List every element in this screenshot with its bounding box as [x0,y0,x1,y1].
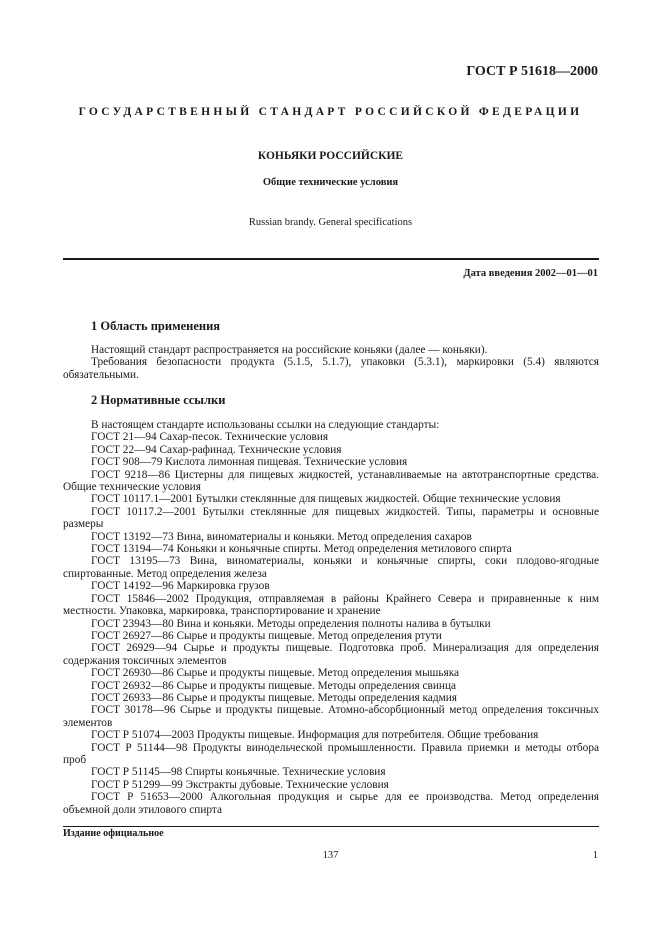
reference-item: ГОСТ Р 51299—99 Экстракты дубовые. Технические условия [91,778,389,791]
gost-number: ГОСТ Р 51618—2000 [466,64,598,79]
document-title: КОНЬЯКИ РОССИЙСКИЕ [257,150,404,162]
reference-item: ГОСТ Р 51074—2003 Продукты пищевые. Информация для потребителя. Общие требования [91,729,539,742]
reference-item: ГОСТ 30178—96 Сырье и продукты пищевые. Атомно-абсорбционный метод определения токсичных элементов [63,704,599,729]
reference-item: ГОСТ 26930—86 Сырье и продукты пищевые. Метод определения мышьяка [91,667,460,680]
reference-item: ГОСТ 13194—74 Коньяки и коньячные спирты. Метод определения метилового спирта [91,543,512,556]
reference-item: ГОСТ 26933—86 Сырье и продукты пищевые. Методы определения кадмия [91,691,457,704]
reference-item: ГОСТ Р 51653—2000 Алкогольная продукция и сырье для ее производства. Метод определения объемной доли этилового спирта [63,791,599,816]
section-heading: 1 Область применения [91,319,221,333]
reference-item: ГОСТ 10117.1—2001 Бутылки стеклянные для пищевых жидкостей. Общие технические условия [91,493,561,506]
title-divider [63,258,599,260]
reference-item: ГОСТ 10117.2—2001 Бутылки стеклянные для пищевых жидкостей. Типы, параметры и основные размеры [63,505,599,531]
paragraph: Настоящий стандарт распространяется на российские коньяки (далее — коньяки). [91,344,488,356]
section-heading: 2 Нормативные ссылки [91,393,226,407]
reference-item: ГОСТ 23943—80 Вина и коньяки. Методы определения полноты налива в бутылки [91,617,491,630]
reference-item: ГОСТ 21—94 Сахар-песок. Технические условия [91,431,329,444]
page-number: 137 [322,850,339,861]
reference-item: ГОСТ 26927—86 Сырье и продукты пищевые. Метод определения ртути [91,629,442,642]
section-body [63,419,599,816]
reference-item: ГОСТ Р 51145—98 Спирты коньячные. Технические условия [91,766,386,779]
reference-item: ГОСТ 908—79 Кислота лимонная пищевая. Технические условия [91,456,408,469]
paragraph: В настоящем стандарте использованы ссылки на следующие стандарты: [91,419,440,431]
introduction-date: Дата введения 2002—01—01 [463,268,598,279]
paragraph: Требования безопасности продукта (5.1.5, 5.1.7), упаковки (5.3.1), маркировки (5.4) являются обязательными. [63,356,599,381]
reference-item: ГОСТ 22—94 Сахар-рафинад. Технические условия [91,443,342,456]
sheet-number: 1 [592,850,598,861]
reference-item: ГОСТ 9218—86 Цистерны для пищевых жидкостей, устанавливаемые на автотранспортные средства. Общие технические условия [63,468,599,494]
section-body [63,344,599,381]
organization-header: ГОСУДАРСТВЕННЫЙ СТАНДАРТ РОССИЙСКОЙ ФЕДЕРАЦИИ [78,106,583,118]
document-subtitle: Общие технические условия [262,177,399,188]
footer-divider [63,826,599,827]
reference-item: ГОСТ 14192—96 Маркировка грузов [91,580,270,593]
reference-item: ГОСТ 15846—2002 Продукция, отправляемая в районы Крайнего Севера и приравненные к ним местности. Упаковка, маркировка, транспортирование и хранение [63,592,599,618]
reference-item: ГОСТ 26929—94 Сырье и продукты пищевые. Подготовка проб. Минерализация для определения содержания токсичных элементов [63,642,599,667]
reference-item: ГОСТ Р 51144—98 Продукты винодельческой промышленности. Правила приемки и методы отбора проб [63,741,599,766]
edition-label: Издание официальное [63,828,164,839]
reference-item: ГОСТ 26932—86 Сырье и продукты пищевые. Методы определения свинца [91,679,457,692]
document-title-english: Russian brandy. General specifications [248,217,413,228]
reference-item: ГОСТ 13195—73 Вина, виноматериалы, коньяки и коньячные спирты, соки плодово-ягодные спиртованные. Метод определения железа [63,555,599,580]
reference-item: ГОСТ 13192—73 Вина, виноматериалы и коньяки. Метод определения сахаров [91,530,472,543]
